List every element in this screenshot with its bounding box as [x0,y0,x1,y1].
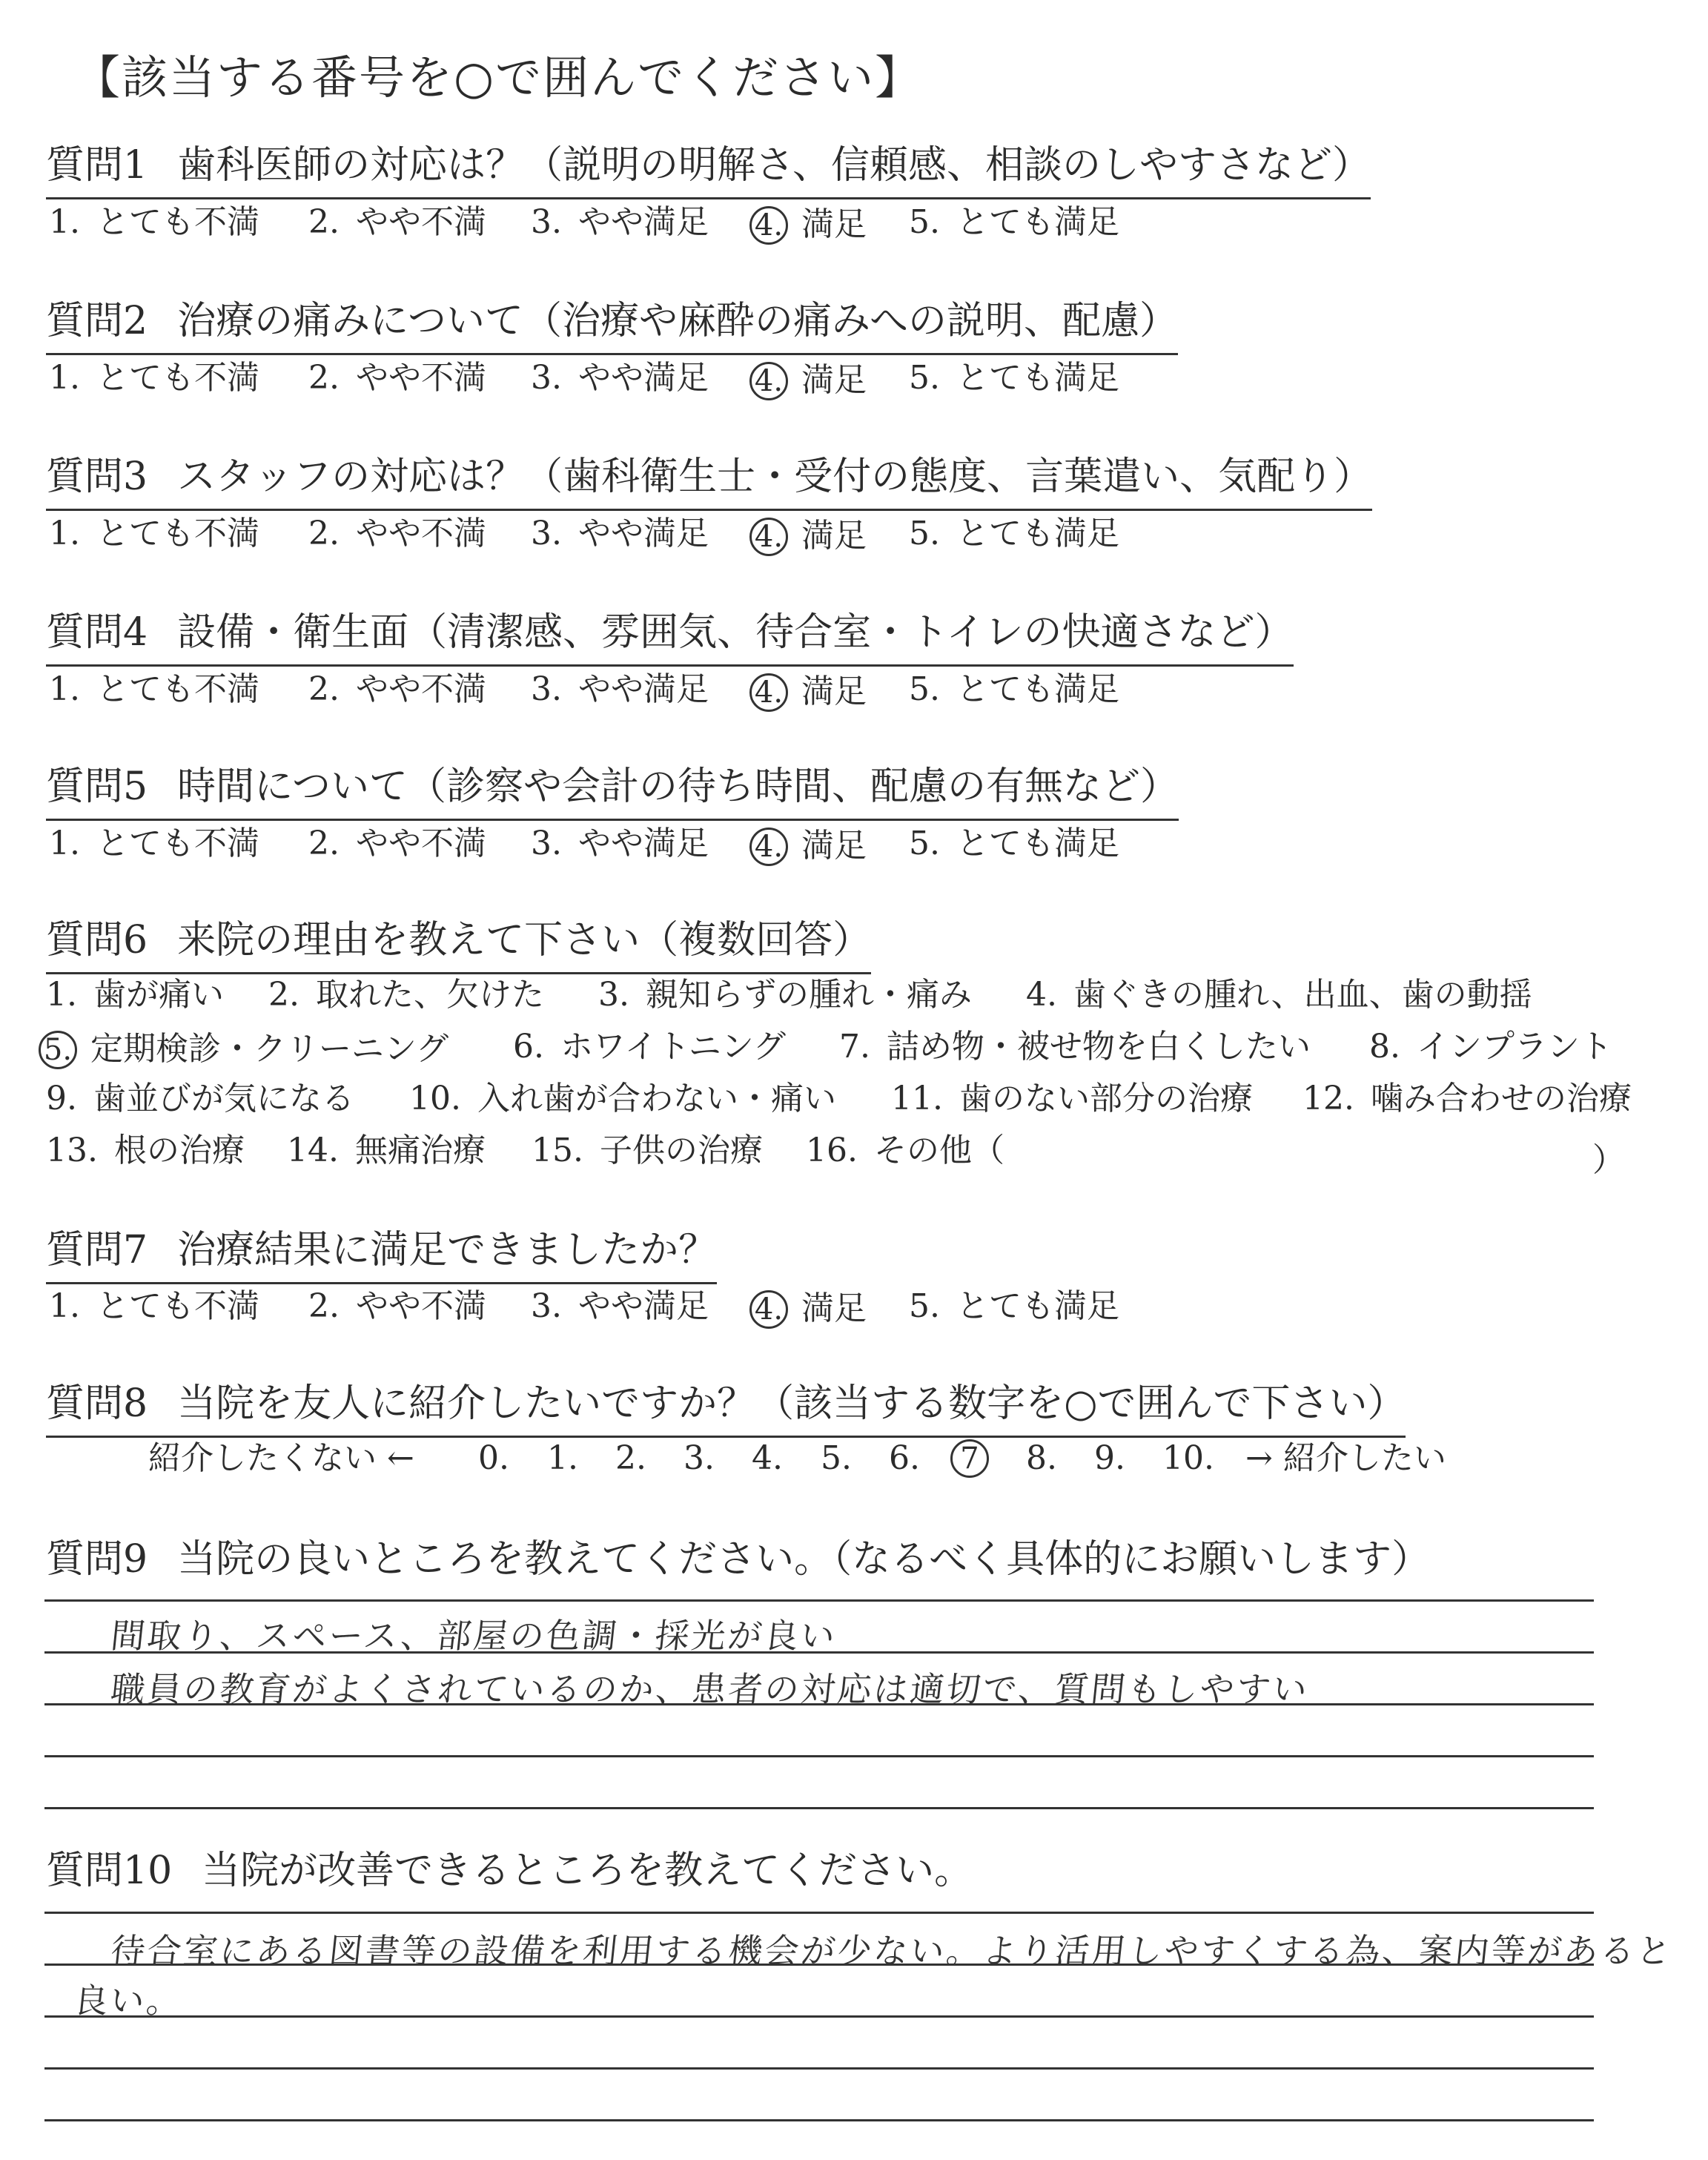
q10-answer-line-2[interactable]: 良い。 [71,1981,185,2021]
answer-line [44,2015,1594,2018]
reason-option-1[interactable]: 1. 歯が痛い [46,976,224,1014]
option-2[interactable]: 2. やや不満 [308,825,486,862]
option-1[interactable]: 1. とても不満 [49,515,259,552]
question-number: 質問1 [46,143,148,188]
answer-line [44,1912,1594,1914]
q10-answer-line-1[interactable]: 待合室にある図書等の設備を利用する機会が少ない。より活用しやすくする為、案内等があると [108,1931,1675,1971]
scale-right-label: → 紹介したい [1245,1439,1446,1477]
reason-option-13[interactable]: 13. 根の治療 [46,1132,245,1169]
question-7-title [46,1229,717,1284]
option-4-selected[interactable]: 4. 満足 [757,206,867,245]
reason-option-16[interactable]: 16. その他（ [806,1132,1004,1169]
question-2-title [46,300,1178,355]
reason-option-7[interactable]: 7. 詰め物・被せ物を白くしたい [839,1028,1311,1066]
other-close-paren: ） [1592,1141,1625,1179]
question-text: スタッフの対応は？（歯科衛生士・受付の態度、言葉遣い、気配り） [177,455,1373,499]
option-4-selected[interactable]: 4. 満足 [757,518,867,556]
reason-option-3[interactable]: 3. 親知らずの腫れ・痛み [598,976,972,1014]
scale-6[interactable]: 6. [889,1439,920,1477]
question-text: 当院の良いところを教えてください。（なるべく具体的にお願いします） [177,1537,1431,1582]
option-5[interactable]: 5. とても満足 [909,1287,1119,1325]
scale-left-label: 紹介したくない ← [148,1439,414,1477]
scale-4[interactable]: 4. [752,1439,783,1477]
answer-line [44,1755,1594,1757]
option-2[interactable]: 2. やや不満 [308,670,486,708]
q9-answer-line-2[interactable]: 職員の教育がよくされているのか、患者の対応は適切で、質問もしやすい [108,1669,1311,1709]
question-text: 来院の理由を教えて下さい（複数回答） [177,918,872,962]
option-5[interactable]: 5. とても満足 [909,825,1119,862]
option-2[interactable]: 2. やや不満 [308,1287,486,1325]
scale-7-selected[interactable]: 7 [950,1439,989,1478]
question-number: 質問9 [46,1537,148,1582]
question-3-title [46,456,1372,511]
option-1[interactable]: 1. とても不満 [49,1287,259,1325]
question-number: 質問10 [46,1849,173,1893]
option-2[interactable]: 2. やや不満 [308,359,486,397]
scale-0[interactable]: 0. [478,1439,509,1477]
option-1[interactable]: 1. とても不満 [49,670,259,708]
reason-option-14[interactable]: 14. 無痛治療 [287,1132,486,1169]
option-3[interactable]: 3. やや満足 [531,515,709,552]
question-text: 治療の痛みについて（治療や麻酔の痛みへの説明、配慮） [177,299,1179,343]
option-5[interactable]: 5. とても満足 [909,670,1119,708]
answer-line [44,1807,1594,1809]
scale-5[interactable]: 5. [821,1439,852,1477]
reason-option-12[interactable]: 12. 噛み合わせの治療 [1302,1080,1632,1117]
scale-3[interactable]: 3. [683,1439,715,1477]
reason-option-8[interactable]: 8. インプラント [1369,1028,1612,1066]
scale-9[interactable]: 9. [1094,1439,1125,1477]
question-1-title [46,145,1371,199]
question-8-title [46,1383,1406,1438]
answer-line [44,1599,1594,1602]
question-text: 歯科医師の対応は？（説明の明解さ、信頼感、相談のしやすさなど） [177,143,1371,188]
question-text: 設備・衛生面（清潔感、雰囲気、待合室・トイレの快適さなど） [177,610,1294,655]
option-4-selected[interactable]: 4. 満足 [757,673,867,712]
scale-10[interactable]: 10. [1162,1439,1214,1477]
question-number: 質問7 [46,1228,148,1272]
instruction-header: 【該当する番号を○で囲んでください】 [74,50,923,105]
option-4-selected[interactable]: 4. 満足 [757,362,867,400]
option-2[interactable]: 2. やや不満 [308,203,486,241]
question-number: 質問6 [46,918,148,962]
option-2[interactable]: 2. やや不満 [308,515,486,552]
option-5[interactable]: 5. とても満足 [909,515,1119,552]
answer-line [44,2067,1594,2070]
reason-option-11[interactable]: 11. 歯のない部分の治療 [891,1080,1253,1117]
question-number: 質問5 [46,764,148,809]
q9-answer-line-1[interactable]: 間取り、スペース、部屋の色調・採光が良い [108,1616,839,1656]
option-1[interactable]: 1. とても不満 [49,203,259,241]
question-10-title [46,1850,973,1892]
scale-1[interactable]: 1. [547,1439,578,1477]
question-9-title [46,1539,1430,1581]
reason-option-10[interactable]: 10. 入れ歯が合わない・痛い [409,1080,836,1117]
reason-option-6[interactable]: 6. ホワイトニング [513,1028,787,1066]
question-number: 質問4 [46,610,148,655]
question-number: 質問2 [46,299,148,343]
reason-option-4[interactable]: 4. 歯ぐきの腫れ、出血、歯の動揺 [1026,976,1532,1014]
answer-line [44,2119,1594,2121]
question-text: 時間について（診察や会計の待ち時間、配慮の有無など） [177,764,1179,809]
option-3[interactable]: 3. やや満足 [531,359,709,397]
question-text: 治療結果に満足できましたか？ [177,1228,718,1272]
reason-option-15[interactable]: 15. 子供の治療 [532,1132,763,1169]
scale-8[interactable]: 8. [1026,1439,1057,1477]
option-3[interactable]: 3. やや満足 [531,825,709,862]
option-4-selected[interactable]: 4. 満足 [757,1290,867,1329]
question-text: 当院が改善できるところを教えてください。 [202,1849,973,1893]
reason-option-2[interactable]: 2. 取れた、欠けた [268,976,544,1014]
option-4-selected[interactable]: 4. 満足 [757,828,867,866]
reason-option-5-selected[interactable]: 5. 定期検診・クリーニング [46,1031,448,1069]
option-5[interactable]: 5. とても満足 [909,359,1119,397]
question-text: 当院を友人に紹介したいですか？（該当する数字を○で囲んで下さい） [177,1381,1406,1426]
option-1[interactable]: 1. とても不満 [49,825,259,862]
option-3[interactable]: 3. やや満足 [531,203,709,241]
reason-option-9[interactable]: 9. 歯並びが気になる [46,1080,354,1117]
question-5-title [46,766,1179,821]
question-number: 質問8 [46,1381,148,1426]
question-number: 質問3 [46,455,148,499]
question-4-title [46,612,1294,667]
option-3[interactable]: 3. やや満足 [531,670,709,708]
option-1[interactable]: 1. とても不満 [49,359,259,397]
question-6-title [46,919,871,974]
scale-2[interactable]: 2. [615,1439,646,1477]
option-5[interactable]: 5. とても満足 [909,203,1119,241]
option-3[interactable]: 3. やや満足 [531,1287,709,1325]
